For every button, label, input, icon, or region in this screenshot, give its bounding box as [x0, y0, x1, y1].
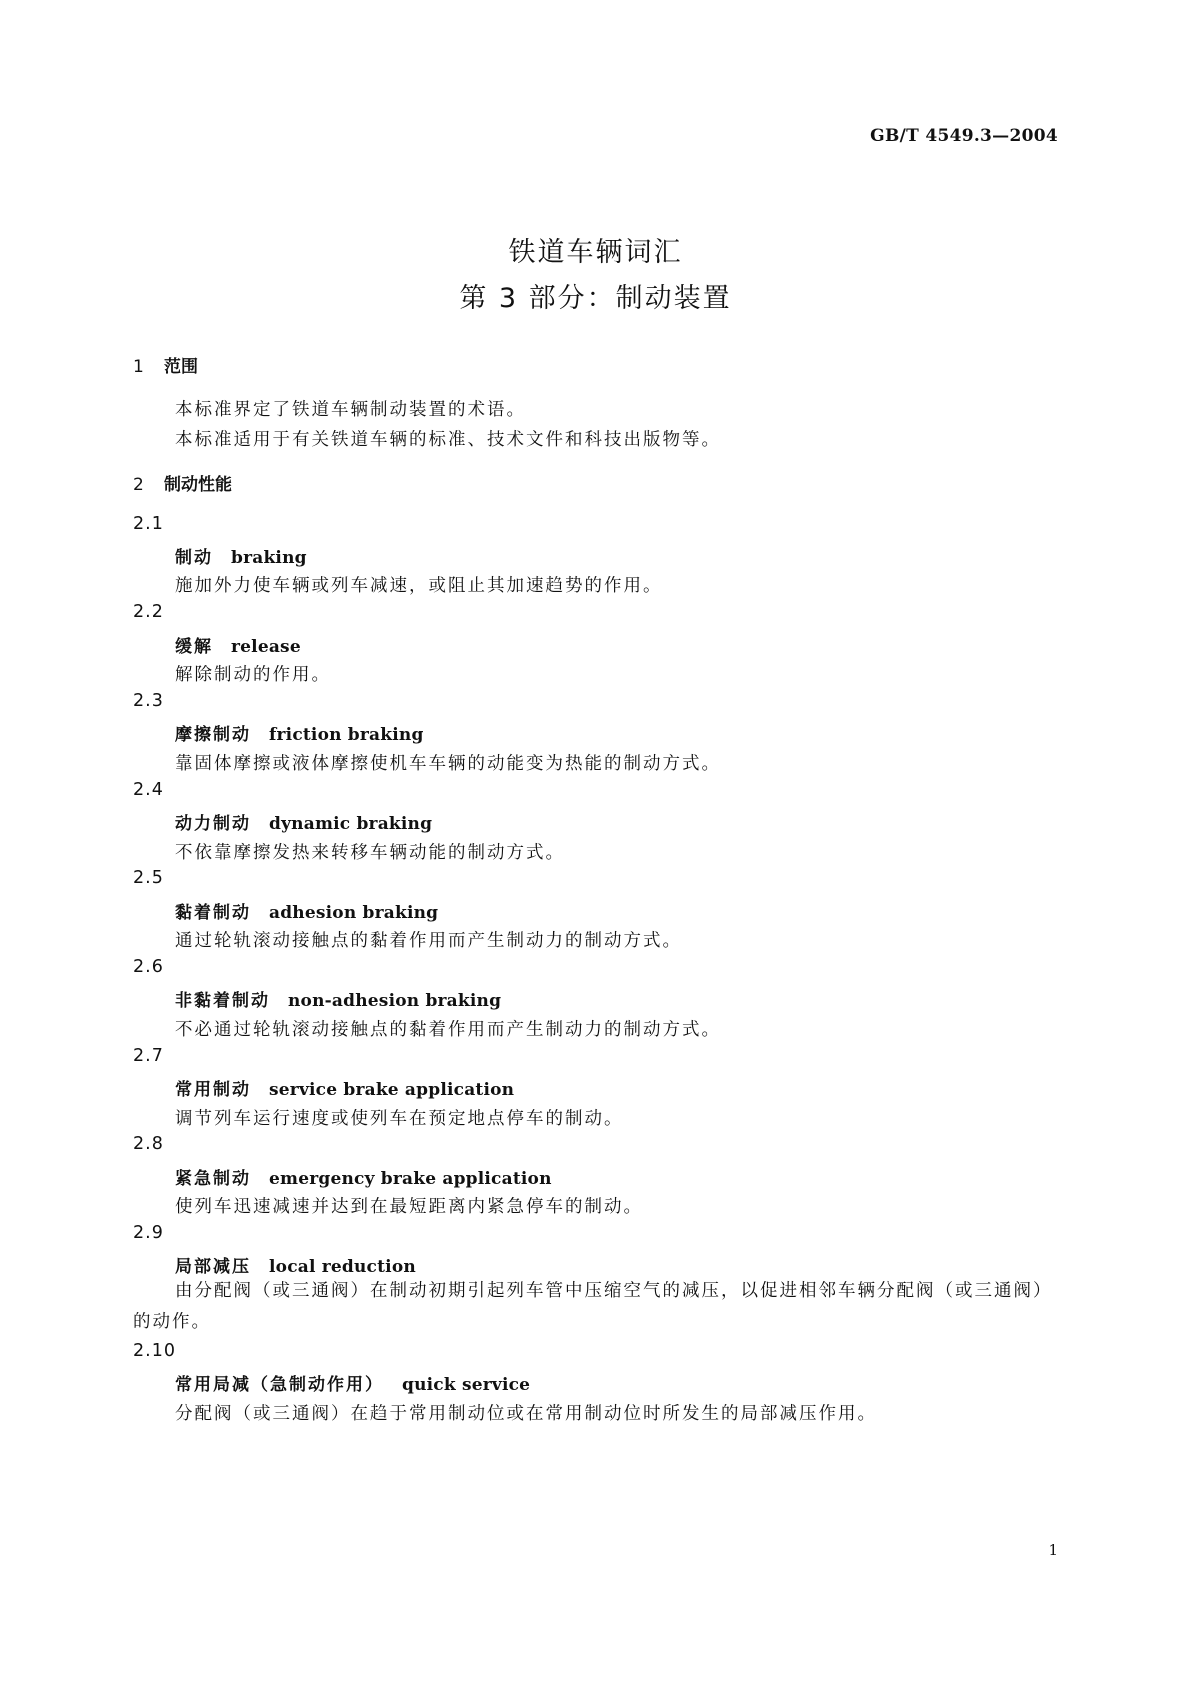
definition: 不必通过轮轨滚动接触点的黏着作用而产生制动力的制动方式。	[175, 1020, 721, 1040]
entry-number: 2.4	[133, 780, 164, 800]
term	[175, 543, 307, 568]
definition: 调节列车运行速度或使列车在预定地点停车的制动。	[175, 1109, 624, 1129]
term-english: emergency brake application	[269, 1169, 552, 1189]
entry-number: 2.10	[133, 1341, 176, 1361]
definition: 靠固体摩擦或液体摩擦使机车车辆的动能变为热能的制动方式。	[175, 754, 721, 774]
standard-code: GB/T 4549.3—2004	[870, 126, 1058, 146]
term	[175, 1164, 552, 1189]
term	[175, 986, 501, 1011]
definition: 通过轮轨滚动接触点的黏着作用而产生制动力的制动方式。	[175, 931, 682, 951]
section-number: 1	[133, 357, 144, 377]
section-heading	[133, 470, 232, 495]
entry-number: 2.7	[133, 1046, 164, 1066]
section-title: 制动性能	[164, 475, 232, 495]
term-english: service brake application	[269, 1080, 515, 1100]
term-chinese: 动力制动	[175, 814, 251, 834]
term-chinese: 常用局减（急制动作用）	[175, 1375, 384, 1395]
entry-number: 2.1	[133, 514, 164, 534]
term-english: dynamic braking	[269, 814, 433, 834]
paragraph: 本标准适用于有关铁道车辆的标准、技术文件和科技出版物等。	[175, 430, 721, 450]
definition: 使列车迅速减速并达到在最短距离内紧急停车的制动。	[175, 1197, 643, 1217]
entry-number: 2.9	[133, 1223, 164, 1243]
term-chinese: 常用制动	[175, 1080, 251, 1100]
definition: 由分配阀（或三通阀）在制动初期引起列车管中压缩空气的减压，以促进相邻车辆分配阀（或三通阀）的动作。	[133, 1281, 1053, 1332]
entry-number: 2.2	[133, 602, 164, 622]
term	[175, 1252, 416, 1277]
document-title: 铁道车辆词汇	[508, 237, 683, 268]
term-english: quick service	[402, 1375, 531, 1395]
entry-number: 2.8	[133, 1134, 164, 1154]
term-english: release	[231, 637, 301, 657]
term	[175, 898, 438, 923]
term-english: adhesion braking	[269, 903, 439, 923]
document-subtitle: 第 3 部分：制动装置	[459, 283, 732, 314]
term-english: friction braking	[269, 725, 424, 745]
term	[175, 1370, 530, 1395]
term-chinese: 制动	[175, 548, 213, 568]
term-english: local reduction	[269, 1257, 416, 1277]
term-english: non-adhesion braking	[288, 991, 502, 1011]
term	[175, 720, 424, 745]
definition: 分配阀（或三通阀）在趋于常用制动位或在常用制动位时所发生的局部减压作用。	[175, 1404, 877, 1424]
section-heading	[133, 352, 198, 377]
section-number: 2	[133, 475, 144, 495]
term	[175, 1075, 514, 1100]
term-chinese: 紧急制动	[175, 1169, 251, 1189]
definition: 解除制动的作用。	[175, 665, 331, 685]
definition: 施加外力使车辆或列车减速，或阻止其加速趋势的作用。	[175, 576, 663, 596]
term-chinese: 缓解	[175, 637, 213, 657]
term-chinese: 摩擦制动	[175, 725, 251, 745]
definition: 不依靠摩擦发热来转移车辆动能的制动方式。	[175, 843, 565, 863]
term	[175, 632, 301, 657]
term-chinese: 局部减压	[175, 1257, 251, 1277]
term	[175, 809, 432, 834]
entry-number: 2.6	[133, 957, 164, 977]
section-title: 范围	[164, 357, 198, 377]
term-english: braking	[231, 548, 307, 568]
term-chinese: 黏着制动	[175, 903, 251, 923]
term-chinese: 非黏着制动	[175, 991, 270, 1011]
entry-number: 2.5	[133, 868, 164, 888]
entry-number: 2.3	[133, 691, 164, 711]
paragraph: 本标准界定了铁道车辆制动装置的术语。	[175, 400, 526, 420]
page-number: 1	[1048, 1541, 1058, 1559]
